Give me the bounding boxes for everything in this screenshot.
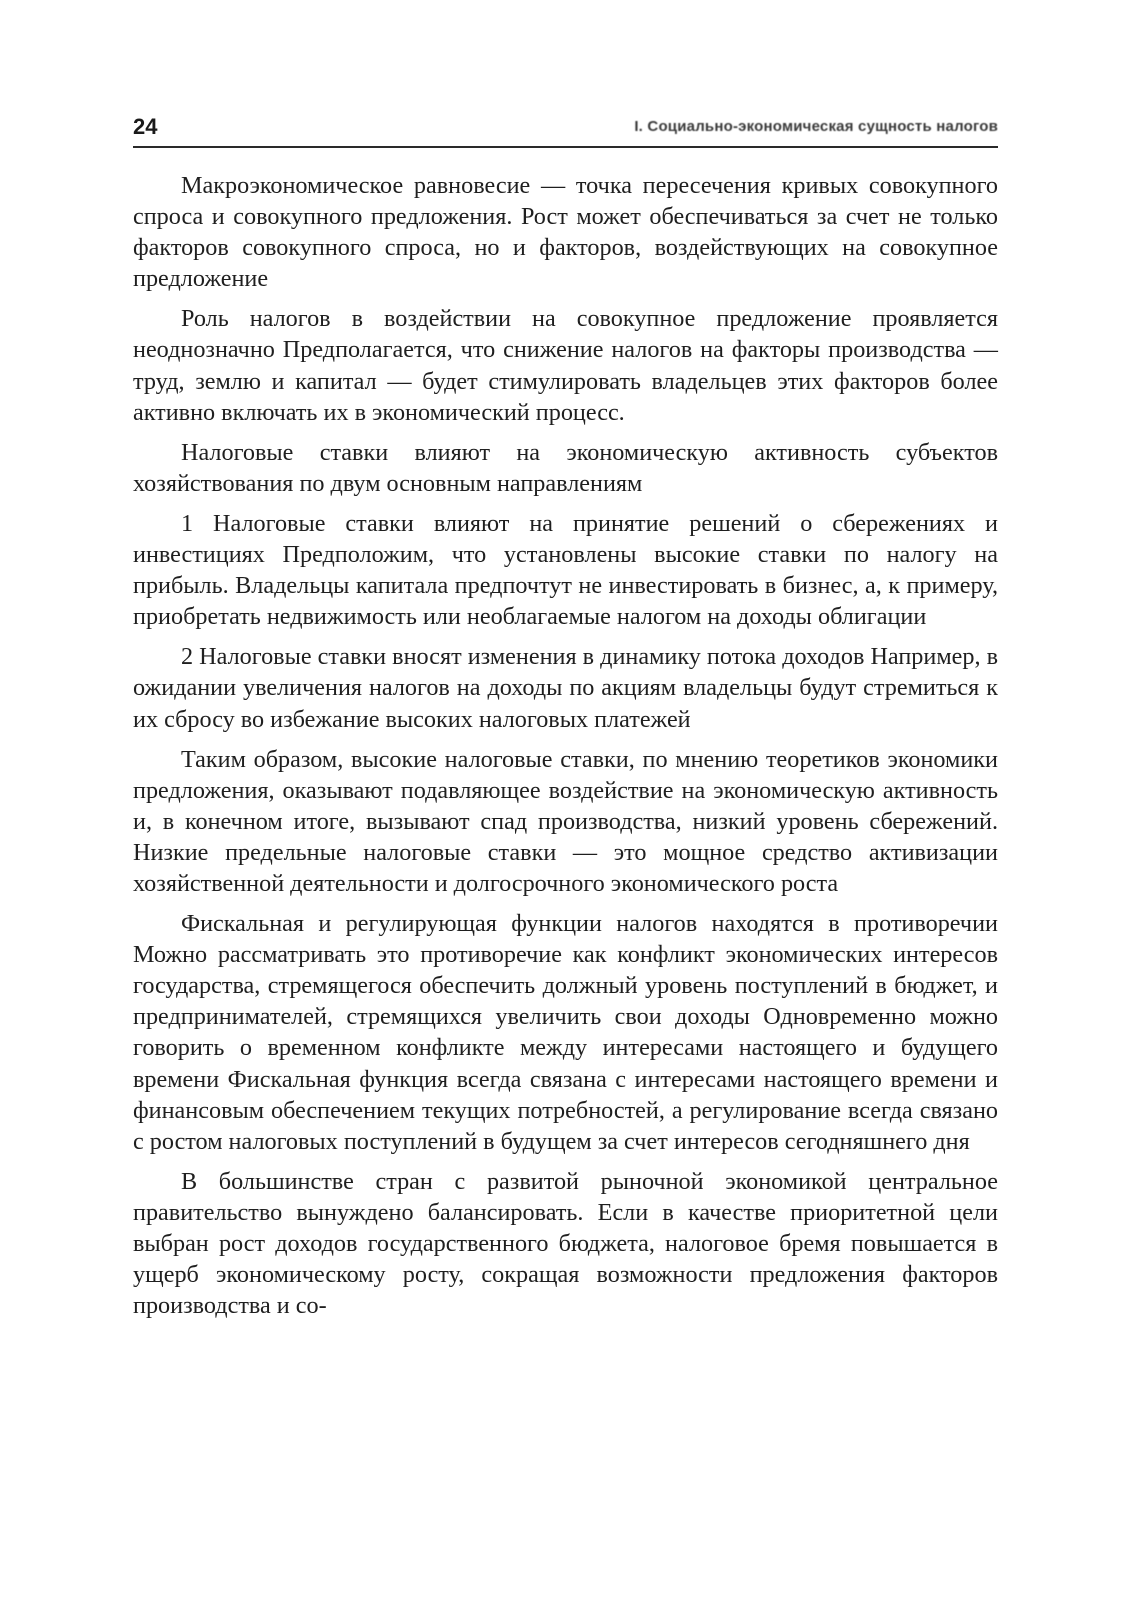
- paragraph: Таким образом, высокие налоговые ставки, по мнению теоретиков экономики предложения, оказывают подавляющее воздействие на экономическую активность и, в конечном итоге, вызывают спад производства, низкий уровень сбережений. Низкие предельные налоговые ставки — это мощное средство активизации хозяйственной деятельности и долгосрочного экономического роста: [133, 745, 998, 897]
- paragraph: 2 Налоговые ставки вносят изменения в динамику потока доходов Например, в ожидании увеличения налогов на доходы по акциям владельцы будут стремиться к их сбросу во избежание высоких налоговых платежей: [133, 643, 998, 733]
- page-header: [133, 112, 998, 150]
- paragraph: Роль налогов в воздействии на совокупное предложение проявляется неоднозначно Предполагается, что снижение налогов на факторы производства — труд, землю и капитал — будет стимулировать владельцев этих факторов более активно включать их в экономический процесс.: [133, 305, 998, 426]
- paragraph: В большинстве стран с развитой рыночной экономикой центральное правительство вынуждено балансировать. Если в качестве приоритетной цели выбран рост доходов государственного бюджета, налоговое бремя повышается в ущерб экономическому росту, сокращая возможности предложения факторов производства и со-: [133, 1167, 998, 1320]
- body-text: [133, 170, 998, 1330]
- paragraph: Макроэкономическое равновесие — точка пересечения кривых совокупного спроса и совокупного предложения. Рост может обеспечиваться за счет не только факторов совокупного спроса, но и факторов, воздействующих на совокупное предложение: [133, 172, 998, 293]
- header-rule: [133, 146, 998, 148]
- page-number: 24: [133, 114, 158, 139]
- paragraph: Налоговые ставки влияют на экономическую активность субъектов хозяйствования по двум основным направлениям: [133, 438, 998, 497]
- running-title: I. Социально-экономическая сущность налогов: [634, 118, 998, 135]
- paragraph: 1 Налоговые ставки влияют на принятие решений о сбережениях и инвестициях Предположим, что установлены высокие ставки по налогу на прибыль. Владельцы капитала предпочтут не инвестировать в бизнес, а, к примеру, приобретать недвижимость или необлагаемые налогом на доходы облигации: [133, 509, 998, 631]
- paragraph: Фискальная и регулирующая функции налогов находятся в противоречии Можно рассматривать это противоречие как конфликт экономических интересов государства, стремящегося обеспечить должный уровень поступлений в бюджет, и предпринимателей, стремящихся увеличить свои доходы Одновременно можно говорить о временном конфликте между интересами настоящего и будущего времени Фискальная функция всегда связана с интересами настоящего времени и финансовым обеспечением текущих потребностей, а регулирование всегда связано с ростом налоговых поступлений в будущем за счет интересов сегодняшнего дня: [133, 910, 998, 1155]
